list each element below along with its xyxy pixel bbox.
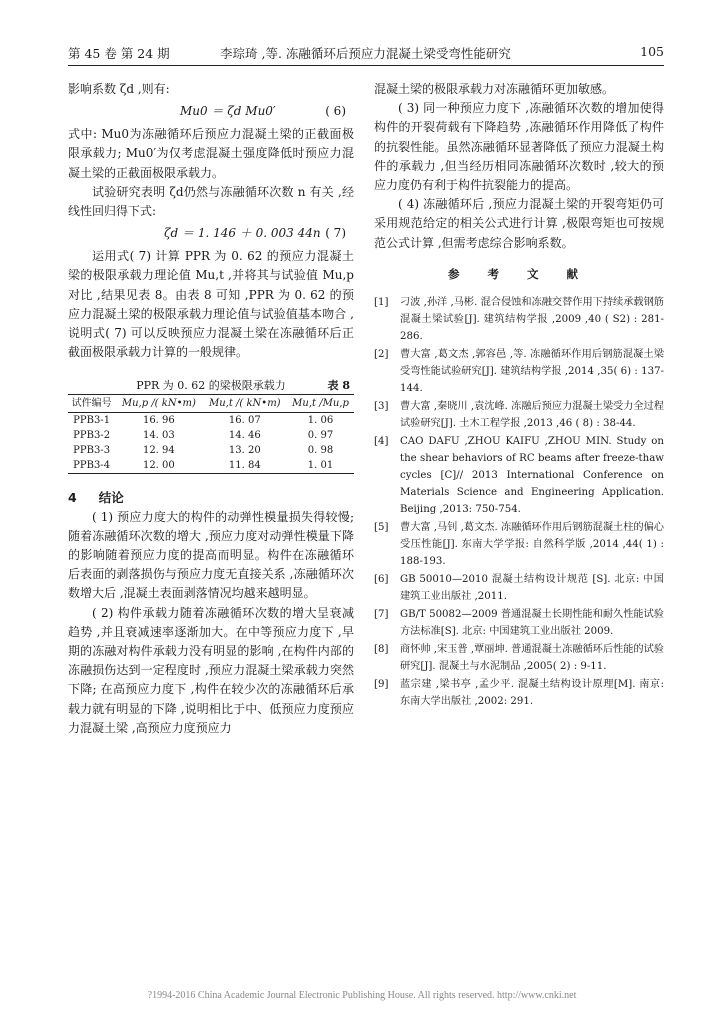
reference-number: [8] <box>374 644 389 656</box>
reference-number: [1] <box>374 297 389 309</box>
table-number: 表 8 <box>327 379 350 393</box>
table-header: Mu,t /Mu,p <box>287 395 354 413</box>
table-cell: PPB3-3 <box>73 445 111 457</box>
table-row <box>68 443 354 458</box>
section-heading <box>68 488 354 507</box>
paragraph-intro: 影响系数 ζd ,则有: <box>68 82 170 96</box>
conclusion-2-continued: 混凝土梁的极限承载力对冻融循环更加敏感。 <box>374 82 615 96</box>
reference-number: [6] <box>374 574 389 586</box>
reference-item <box>374 641 664 675</box>
table-header: 试件编号 <box>68 395 115 413</box>
equation-6-formula: Mu0 ＝ ζd Mu0′ <box>180 104 276 119</box>
table-cell: 16. 96 <box>142 415 175 427</box>
table-cell: 1. 01 <box>287 458 354 474</box>
running-header <box>68 44 664 64</box>
equation-7 <box>68 223 354 245</box>
reference-number: [5] <box>374 522 389 534</box>
header-rule <box>68 65 664 66</box>
table-header: Mu,t /( kN•m) <box>203 395 288 413</box>
page-number: 105 <box>640 44 664 59</box>
running-title: 李琮琦 ,等. 冻融循环后预应力混凝土梁受弯性能研究 <box>220 46 511 61</box>
journal-issue: 第 45 卷 第 24 期 <box>68 46 170 61</box>
table-cell: 14. 46 <box>228 430 261 442</box>
table-cell: 13. 20 <box>228 445 261 457</box>
table-cell: 1. 06 <box>307 415 334 427</box>
reference-number: [3] <box>374 401 389 413</box>
paragraph-definition: 式中: Mu0为冻融循环后预应力混凝土梁的正截面极限承载力; Mu0′为仅考虑混凝土强度降低时预应力混凝土梁的正截面极限承载力。 <box>68 127 354 180</box>
copyright-footer: ?1994-2016 China Academic Journal Electronic Publishing House. All rights reserved. http://www.cnki.net <box>147 990 577 1001</box>
reference-number: [4] <box>374 436 389 448</box>
table-8-caption <box>68 376 354 394</box>
conclusion-3: ( 3) 同一种预应力度下 ,冻融循环次数的增加使得构件的开裂荷载有下降趋势 ,冻融循环作用降低了构件的抗裂性能。虽然冻融循环显著降低了预应力混凝土构件的承载力 ,但当经历相同冻融循环次数时 ,较大的预应力度仍有利于构件抗裂能力的提高。 <box>374 101 664 193</box>
table-cell: 0. 98 <box>307 445 334 457</box>
table-cell: PPB3-2 <box>73 430 111 442</box>
reference-item <box>374 571 664 605</box>
reference-text: 曹大富 ,秦晓川 ,袁沈峰. 冻融后预应力混凝土梁受力全过程试验研究[J]. 土木工程学报 ,2013 ,46 ( 8) : 38-44. <box>400 401 664 430</box>
reference-text: GB/T 50082—2009 普通混凝土长期性能和耐久性能试验方法标准[S]. 北京: 中国建筑工业出版社 2009. <box>400 609 664 638</box>
reference-item <box>374 346 664 397</box>
conclusion-4: ( 4) 冻融循环后 ,预应力混凝土梁的开裂弯矩仍可采用规范给定的相关公式进行计算 ,极限弯矩也可按规范公式计算 ,但需考虑综合影响系数。 <box>374 197 664 250</box>
table-cell: 14. 03 <box>142 430 175 442</box>
reference-text: 刁波 ,孙洋 ,马彬. 混合侵蚀和冻融交替作用下持续承载钢筋混凝土梁试验[J]. 建筑结构学报 ,2009 ,40 ( S2) : 281-286. <box>400 297 664 343</box>
reference-text: 商怀帅 ,宋玉普 ,覃丽坤. 普通混凝土冻融循环后性能的试验研究[J]. 混凝土与水泥制品 ,2005( 2) : 9-11. <box>400 644 664 673</box>
equation-6-number: ( 6) <box>325 104 346 119</box>
table-cell: 12. 94 <box>142 445 175 457</box>
reference-item <box>374 676 664 710</box>
table-8 <box>68 394 354 474</box>
paragraph-table-discussion: 运用式( 7) 计算 PPR 为 0. 62 的预应力混凝土梁的极限承载力理论值 Mu,t ,并将其与试验值 Mu,p对比 ,结果见表 8。由表 8 可知 ,PPR 为 0. 62 的预应力混凝土梁的极限承载力理论值与试验值基本吻合 ,说明式( 7) 可以反映预应力混凝土梁在冻融循环后正截面极限承载力计算的一般规律。 <box>68 249 354 360</box>
right-column <box>374 80 664 711</box>
reference-list <box>374 294 664 710</box>
reference-text: CAO DAFU ,ZHOU KAIFU ,ZHOU MIN. Study on the shear behaviors of RC beams after freeze-thaw cycles [C]// 2013 International Conference on Materials Science and Engineering Application. Beijing ,2013: 750-754. <box>400 436 664 516</box>
conclusion-2: ( 2) 构件承载力随着冻融循环次数的增大呈衰减趋势 ,并且衰减速率逐渐加大。在中等预应力度下 ,早期的冻融对构件承载力没有明显的影响 ,在构件内部的冻融损伤达到一定程度时 ,预应力混凝土梁承载力突然下降; 在高预应力度下 ,构件在较少次的冻融循环后承载力就有明显的下降 ,说明相比于中、低预应力度预应力混凝土梁 ,高预应力度预应力 <box>68 605 354 735</box>
table-row <box>68 458 354 474</box>
reference-text: GB 50010—2010 混凝土结构设计规范 [S]. 北京: 中国建筑工业出版社 ,2011. <box>400 574 664 603</box>
reference-number: [2] <box>374 349 389 361</box>
references-heading: 参 考 文 献 <box>447 266 590 281</box>
table-cell: PPB3-1 <box>73 415 111 427</box>
table-row <box>68 428 354 443</box>
table-cell: 11. 84 <box>203 458 288 474</box>
equation-6 <box>68 101 354 123</box>
reference-item <box>374 433 664 518</box>
reference-number: [9] <box>374 679 389 691</box>
table-caption-text: PPR 为 0. 62 的梁极限承载力 <box>136 379 286 393</box>
equation-7-number: ( 7) <box>325 226 346 241</box>
reference-text: 曹大富 ,马钊 ,葛文杰. 冻融循环作用后钢筋混凝土柱的偏心受压性能[J]. 东南大学学报: 自然科学版 ,2014 ,44( 1) : 188-193. <box>400 522 664 568</box>
table-row <box>68 413 354 429</box>
table-cell: PPB3-4 <box>68 458 115 474</box>
table-cell: 16. 07 <box>228 415 261 427</box>
section-title: 结论 <box>98 490 124 506</box>
reference-text: 曹大富 ,葛文杰 ,郭容邑 ,等. 冻融循环作用后钢筋混凝土梁受弯性能试验研究[J]. 建筑结构学报 ,2014 ,35( 6) : 137-144. <box>400 349 664 395</box>
reference-item <box>374 519 664 570</box>
conclusion-1: ( 1) 预应力度大的构件的动弹性模量损失得较慢; 随着冻融循环次数的增大 ,预应力度对动弹性模量下降的影响随着预应力度的提高而明显。构件在冻融循环后表面的剥落损伤与预应力度无直接关系 ,冻融循环次数增大后 ,混凝土表面剥落情况均越来越明显。 <box>68 509 354 601</box>
table-cell: 0. 97 <box>307 430 334 442</box>
table-header: Mu,p /( kN•m) <box>115 395 202 413</box>
reference-text: 蓝宗建 ,梁书亭 ,孟少平. 混凝土结构设计原理[M]. 南京: 东南大学出版社 ,2002: 291. <box>400 679 664 708</box>
section-number: 4 <box>68 490 77 506</box>
reference-item <box>374 606 664 640</box>
reference-number: [7] <box>374 609 389 621</box>
table-cell: 12. 00 <box>115 458 202 474</box>
reference-item <box>374 398 664 432</box>
left-column <box>68 80 354 738</box>
paragraph-regression: 试验研究表明 ζd仍然与冻融循环次数 n 有关 ,经线性回归得下式: <box>68 184 354 219</box>
reference-item <box>374 294 664 345</box>
equation-7-formula: ζd ＝ 1. 146 ＋ 0. 003 44n <box>164 226 321 241</box>
